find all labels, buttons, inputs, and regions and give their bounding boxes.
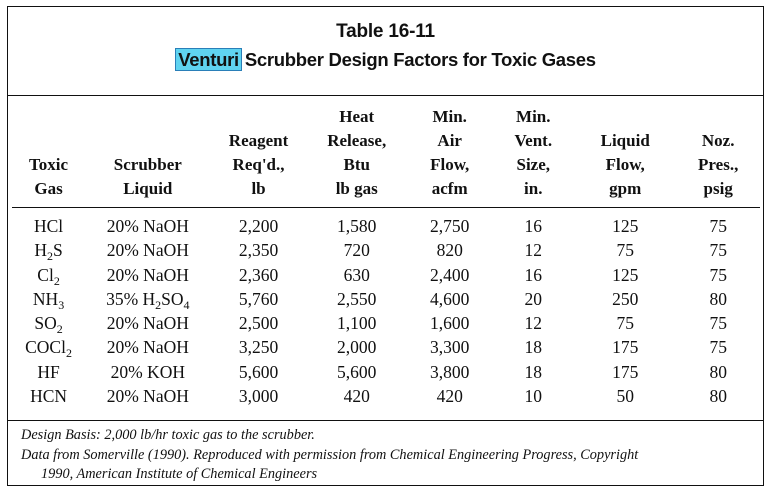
col-header-nozzle-pressure (676, 105, 760, 208)
gas-formula: HCN (30, 386, 68, 407)
cell-heat: 630 (343, 264, 370, 285)
footnote-source: Data from Somerville (1990). Reproduced with permission from Chemical Engineering Progress, Copyright (21, 447, 639, 463)
cell-vent: 16 (524, 216, 543, 236)
cell-air: 4,600 (430, 288, 470, 309)
cell-air: 3,300 (430, 337, 470, 358)
col-header-toxic-gas (12, 105, 85, 208)
col-header-scrubber-liquid (85, 105, 210, 208)
cell-liquid (85, 311, 210, 335)
gas-subscript: 2 (53, 273, 60, 288)
cell-flow: 250 (612, 288, 639, 309)
cell-vent: 20 (524, 288, 543, 309)
col-header-line: Air (437, 131, 462, 150)
gas-subscript: 2 (47, 249, 54, 264)
table-row (12, 287, 760, 311)
gas-formula: HCl (33, 216, 64, 236)
gas-formula-tail: S (53, 240, 63, 261)
data-table (12, 105, 760, 408)
cell-heat: 2,000 (337, 337, 377, 358)
gas-formula: Cl (37, 264, 54, 285)
table-row (12, 360, 760, 384)
cell-noz: 75 (709, 337, 727, 358)
cell-flow: 50 (616, 386, 634, 407)
gas-subscript: 2 (65, 346, 72, 361)
liquid-text: 20% NaOH (106, 216, 189, 236)
gas-subscript: 2 (56, 322, 63, 337)
gas-formula: SO (34, 313, 57, 334)
search-highlight[interactable]: Venturi (175, 48, 242, 71)
cell-vent: 10 (524, 386, 543, 407)
cell-gas (12, 287, 85, 311)
gas-subscript: 3 (58, 297, 65, 312)
liquid-text-mid: SO (161, 288, 184, 309)
cell-vent: 18 (524, 337, 543, 358)
cell-gas (12, 360, 85, 384)
col-header-line: Vent. (514, 131, 553, 150)
table-row (12, 335, 760, 359)
col-header-line: Min. (516, 107, 551, 126)
col-header-line: Btu (343, 155, 370, 174)
gas-formula: HF (37, 361, 60, 382)
cell-noz: 80 (709, 288, 727, 309)
cell-liquid (85, 238, 210, 262)
col-header-line: Flow, (605, 155, 645, 174)
col-header-line: Liquid (600, 131, 650, 150)
cell-air: 1,600 (430, 313, 470, 334)
cell-air: 2,400 (430, 264, 470, 285)
cell-air: 420 (436, 386, 463, 407)
cell-flow: 125 (612, 216, 639, 236)
liquid-text: 20% NaOH (106, 386, 189, 407)
table-row (12, 311, 760, 335)
col-header-line: Liquid (123, 179, 173, 198)
liquid-subscript: 4 (183, 297, 190, 312)
cell-noz: 75 (709, 313, 727, 334)
table-frame (7, 6, 764, 486)
cell-gas (12, 335, 85, 359)
col-header-min-air-flow (407, 105, 493, 208)
cell-gas (12, 311, 85, 335)
col-header-line: Size, (516, 155, 551, 174)
col-header-line: Toxic (29, 155, 69, 174)
liquid-text: 35% H (106, 288, 156, 309)
cell-noz: 75 (709, 240, 727, 261)
table-row (12, 208, 760, 239)
col-header-min-vent-size (493, 105, 574, 208)
gas-formula: COCl (25, 337, 66, 358)
cell-heat: 2,550 (337, 288, 377, 309)
col-header-line: Release, (327, 131, 387, 150)
cell-vent: 16 (524, 264, 543, 285)
cell-reagent: 5,760 (238, 288, 279, 309)
cell-flow: 125 (612, 264, 639, 285)
table-row (12, 238, 760, 262)
header-row (12, 105, 760, 208)
cell-gas (12, 263, 85, 287)
cell-reagent: 2,360 (238, 264, 279, 285)
cell-gas (12, 208, 85, 239)
footnote-source-cont: 1990, American Institute of Chemical Engineers (41, 466, 318, 482)
cell-reagent: 3,250 (238, 337, 279, 358)
col-header-heat-release (307, 105, 407, 208)
cell-reagent: 2,500 (238, 313, 279, 334)
cell-noz: 75 (709, 264, 727, 285)
cell-heat: 1,580 (337, 216, 377, 236)
liquid-text: 20% NaOH (106, 240, 189, 261)
col-header-line: Gas (34, 179, 63, 198)
liquid-subscript: 2 (155, 297, 162, 312)
col-header-line: Req'd., (232, 155, 285, 174)
table-body (12, 208, 760, 409)
cell-air: 2,750 (430, 216, 470, 236)
cell-liquid (85, 208, 210, 239)
cell-flow: 75 (616, 313, 634, 334)
liquid-text: 20% KOH (110, 361, 185, 382)
table-footnotes (8, 420, 763, 486)
liquid-text: 20% NaOH (106, 337, 189, 358)
cell-gas (12, 238, 85, 262)
col-header-line: acfm (431, 179, 468, 198)
col-header-line: Heat (339, 107, 375, 126)
cell-heat: 1,100 (337, 313, 377, 334)
cell-flow: 175 (612, 337, 639, 358)
cell-reagent: 3,000 (238, 386, 279, 407)
table-row (12, 384, 760, 408)
col-header-line: Flow, (430, 155, 470, 174)
col-header-line: lb (251, 179, 266, 198)
gas-formula: NH (32, 288, 59, 309)
cell-air: 820 (436, 240, 463, 261)
cell-heat: 420 (343, 386, 370, 407)
col-header-line: Noz. (701, 131, 735, 150)
cell-vent: 12 (524, 240, 543, 261)
col-header-line: Min. (432, 107, 467, 126)
cell-liquid (85, 287, 210, 311)
liquid-text: 20% NaOH (106, 264, 189, 285)
cell-noz: 80 (709, 386, 727, 407)
cell-air: 3,800 (430, 361, 470, 382)
footnote-design-basis: Design Basis: 2,000 lb/hr toxic gas to the scrubber. (21, 427, 315, 443)
col-header-reagent-reqd (210, 105, 306, 208)
cell-reagent: 2,350 (238, 240, 279, 261)
cell-gas (12, 384, 85, 408)
col-header-liquid-flow (574, 105, 676, 208)
cell-reagent: 2,200 (238, 216, 279, 236)
cell-liquid (85, 360, 210, 384)
cell-reagent: 5,600 (238, 361, 279, 382)
cell-heat: 720 (343, 240, 370, 261)
cell-liquid (85, 384, 210, 408)
cell-flow: 75 (616, 240, 634, 261)
cell-noz: 75 (709, 216, 727, 236)
table-title (8, 49, 763, 71)
col-header-line: Reagent (228, 131, 289, 150)
cell-flow: 175 (612, 361, 639, 382)
cell-vent: 18 (524, 361, 543, 382)
gas-formula: H (34, 240, 48, 261)
table-number: Table 16-11 (336, 21, 435, 42)
liquid-text: 20% NaOH (106, 313, 189, 334)
col-header-line: Pres., (698, 155, 739, 174)
col-header-line: in. (524, 179, 543, 198)
col-header-line: lb gas (335, 179, 378, 198)
col-header-line: gpm (609, 179, 642, 198)
col-header-line: psig (703, 179, 733, 198)
cell-liquid (85, 335, 210, 359)
table-title-rest: Scrubber Design Factors for Toxic Gases (244, 49, 596, 70)
cell-liquid (85, 263, 210, 287)
cell-heat: 5,600 (337, 361, 377, 382)
cell-vent: 12 (524, 313, 543, 334)
col-header-line: Scrubber (113, 155, 182, 174)
table-row (12, 263, 760, 287)
table-title-block (8, 7, 763, 96)
cell-noz: 80 (709, 361, 727, 382)
